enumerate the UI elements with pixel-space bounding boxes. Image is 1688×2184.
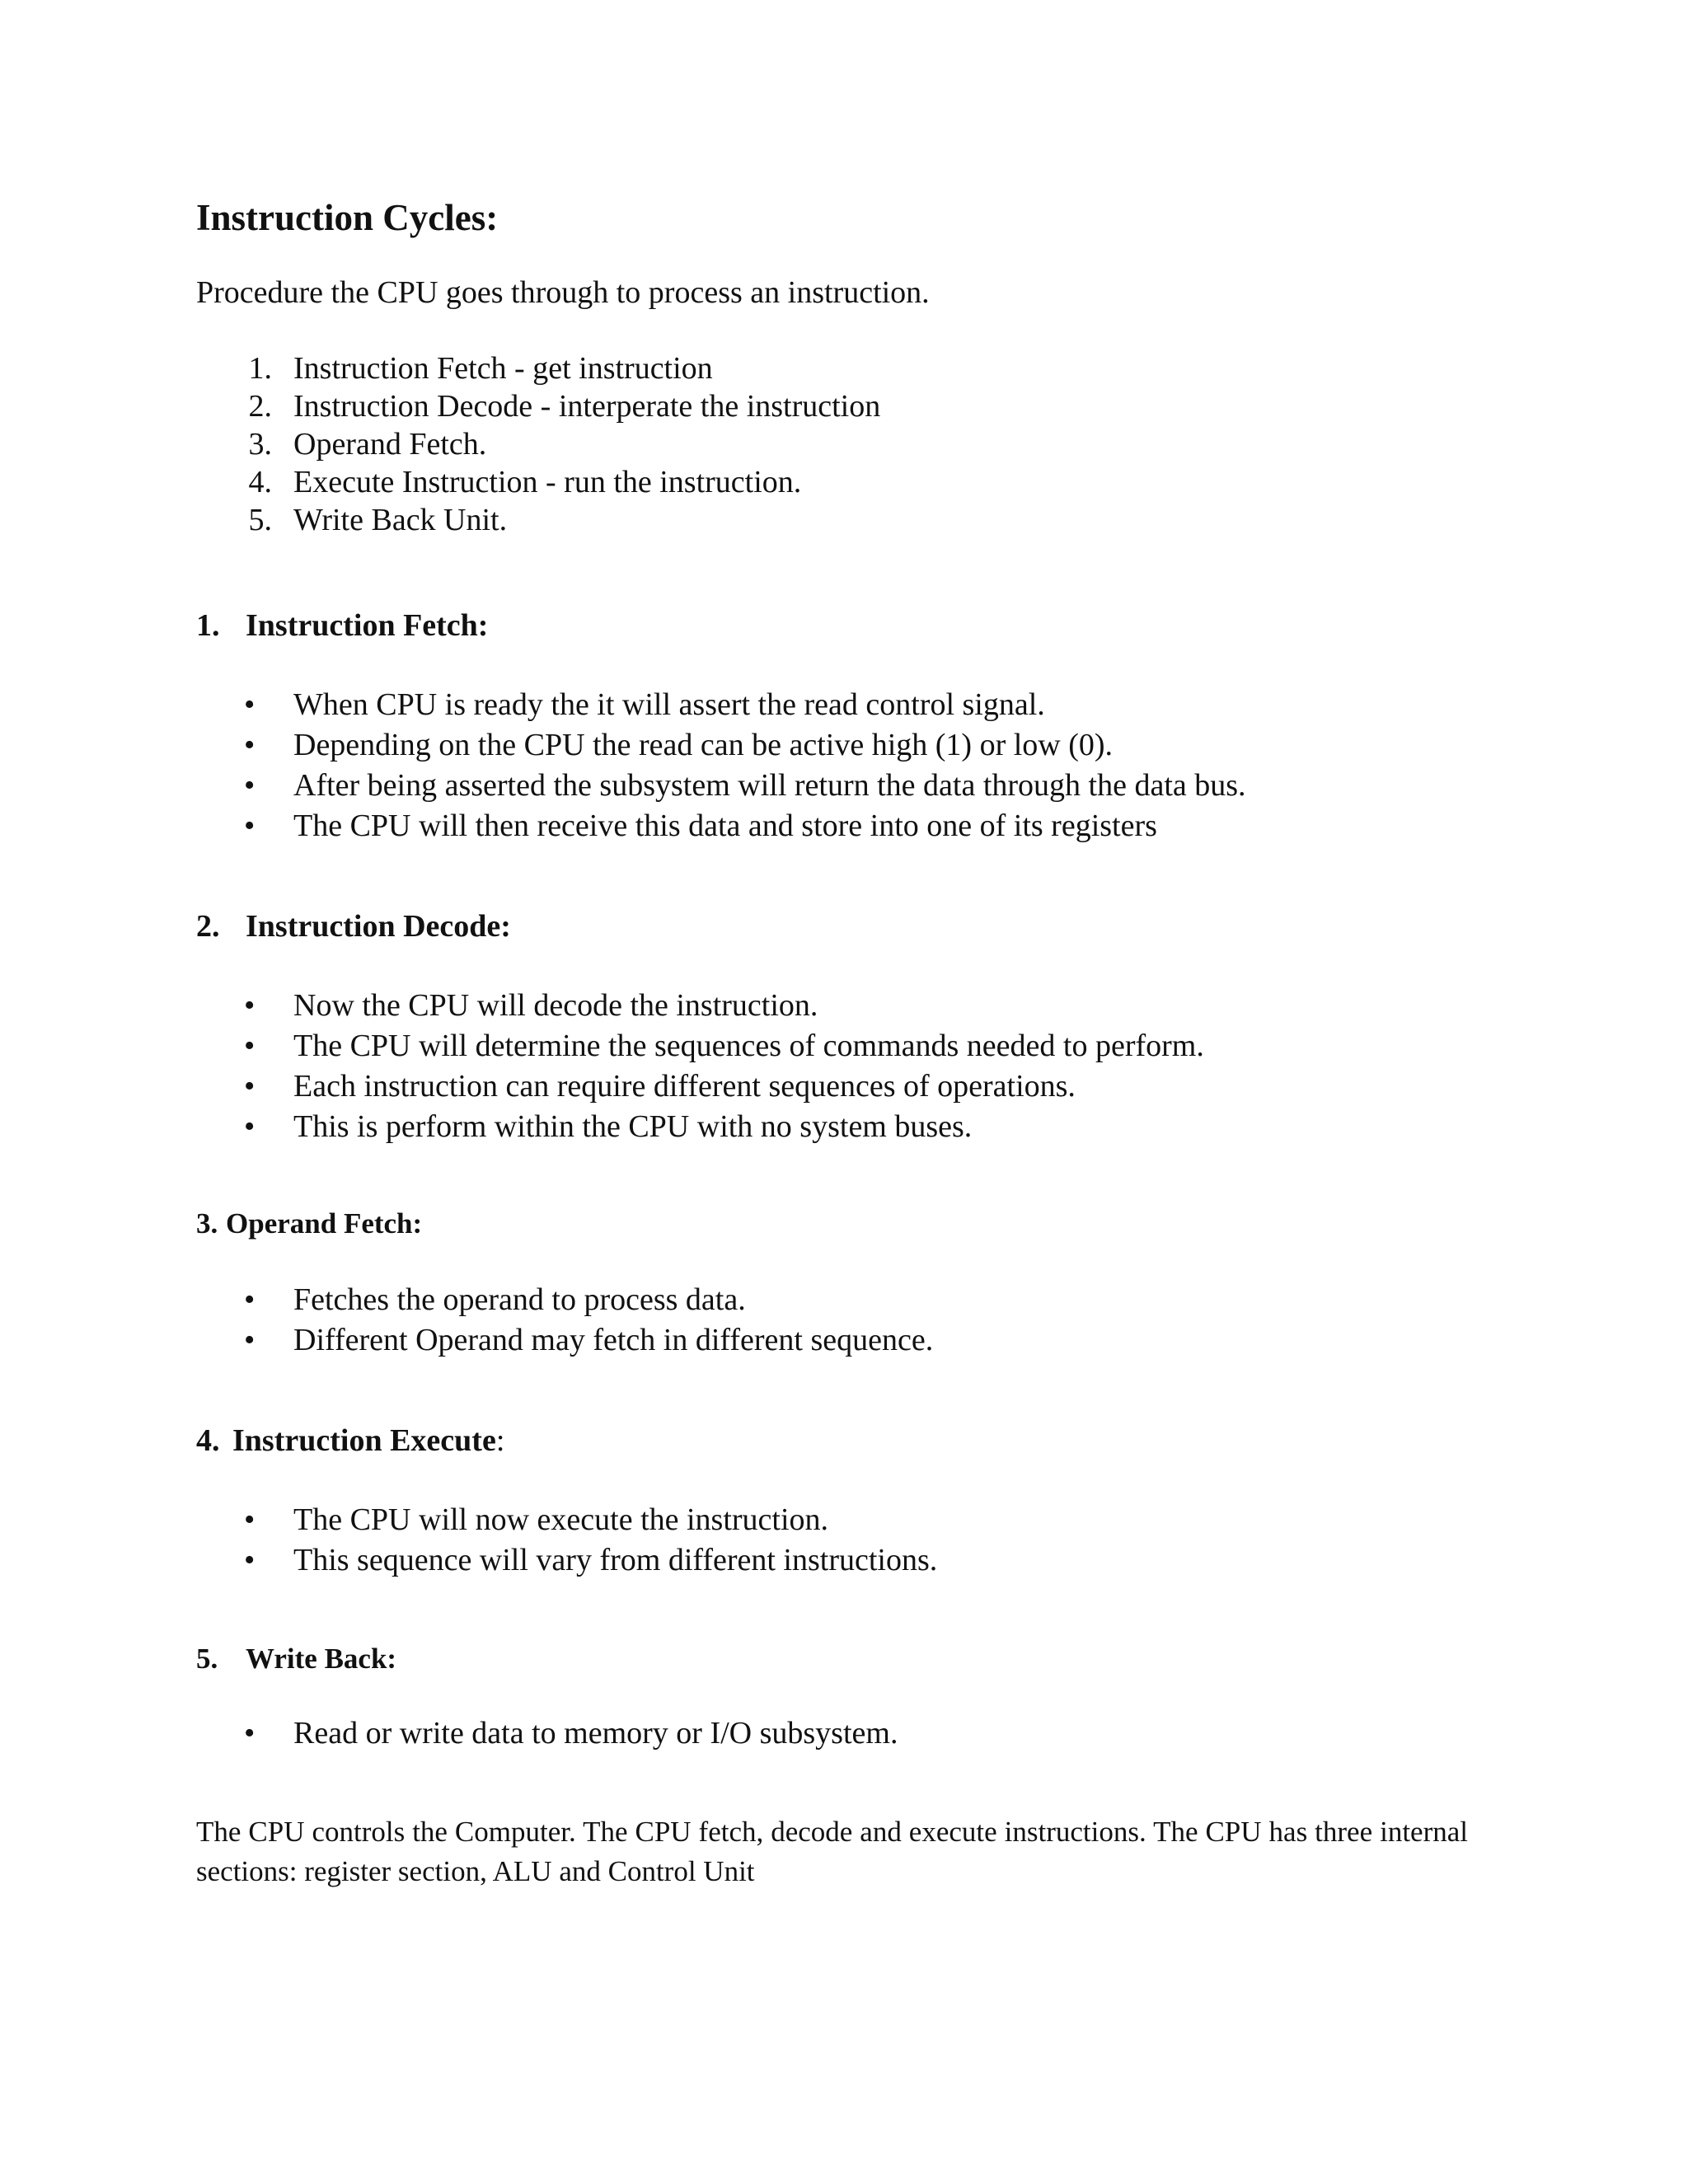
bullet-text: Each instruction can require different sequences of operations. xyxy=(293,1069,1076,1104)
list-item-number: 1. xyxy=(248,351,272,386)
section-title-suffix: : xyxy=(495,1423,505,1458)
list-item-number: 4. xyxy=(248,465,272,499)
section-number: 1. xyxy=(196,608,220,643)
list-item-text: Execute Instruction - run the instruction. xyxy=(293,465,802,499)
section-number: 4. xyxy=(196,1423,220,1458)
section-title: Instruction Fetch: xyxy=(246,608,489,643)
list-item-number: 3. xyxy=(248,427,272,462)
bullet-icon: • xyxy=(244,1029,256,1063)
bullet-text: The CPU will then receive this data and store into one of its registers xyxy=(293,808,1157,843)
bullet-text: Different Operand may fetch in different sequence. xyxy=(293,1323,934,1357)
bullet-text: The CPU will determine the sequences of commands needed to perform. xyxy=(293,1029,1204,1063)
bullet-text: The CPU will now execute the instruction. xyxy=(293,1502,829,1537)
list-item-text: Write Back Unit. xyxy=(293,503,508,537)
section-title: Instruction Execute xyxy=(232,1423,496,1458)
section-number: 5. xyxy=(196,1643,218,1675)
bullet-text: When CPU is ready the it will assert the read control signal. xyxy=(293,687,1045,722)
section-number: 3. xyxy=(196,1207,218,1240)
bullet-text: Read or write data to memory or I/O subsystem. xyxy=(293,1716,898,1750)
section-title-wrap xyxy=(232,1425,504,1456)
bullet-icon: • xyxy=(244,988,256,1023)
section-title: Write Back: xyxy=(246,1643,397,1675)
bullet-text: After being asserted the subsystem will return the data through the data bus. xyxy=(293,768,1246,803)
list-item-number: 5. xyxy=(248,503,272,537)
bullet-text: This sequence will vary from different instructions. xyxy=(293,1543,938,1577)
bullet-icon: • xyxy=(244,687,256,722)
bullet-icon: • xyxy=(244,1502,256,1537)
list-item-text: Instruction Decode - interperate the instruction xyxy=(293,389,881,424)
section-title: Operand Fetch: xyxy=(226,1207,423,1240)
bullet-icon: • xyxy=(244,768,256,803)
bullet-icon: • xyxy=(244,1069,256,1104)
intro-paragraph: Procedure the CPU goes through to process an instruction. xyxy=(196,275,930,310)
section-title: Instruction Decode: xyxy=(246,909,511,944)
list-item-number: 2. xyxy=(248,389,272,424)
bullet-text: Fetches the operand to process data. xyxy=(293,1282,746,1317)
closing-paragraph: The CPU controls the Computer. The CPU fetch, decode and execute instructions. The CPU has three internal sections: register section, ALU and Control Unit xyxy=(196,1816,1468,1887)
bullet-icon: • xyxy=(244,1109,256,1144)
bullet-icon: • xyxy=(244,1323,256,1357)
page-title: Instruction Cycles: xyxy=(196,197,499,238)
bullet-icon: • xyxy=(244,808,256,843)
list-item-text: Instruction Fetch - get instruction xyxy=(293,351,713,386)
bullet-text: This is perform within the CPU with no system buses. xyxy=(293,1109,973,1144)
bullet-icon: • xyxy=(244,1282,256,1317)
bullet-text: Depending on the CPU the read can be active high (1) or low (0). xyxy=(293,728,1114,762)
bullet-text: Now the CPU will decode the instruction. xyxy=(293,988,818,1023)
bullet-icon: • xyxy=(244,1543,256,1577)
section-number: 2. xyxy=(196,909,220,944)
bullet-icon: • xyxy=(244,728,256,762)
list-item-text: Operand Fetch. xyxy=(293,427,487,462)
bullet-icon: • xyxy=(244,1716,256,1750)
